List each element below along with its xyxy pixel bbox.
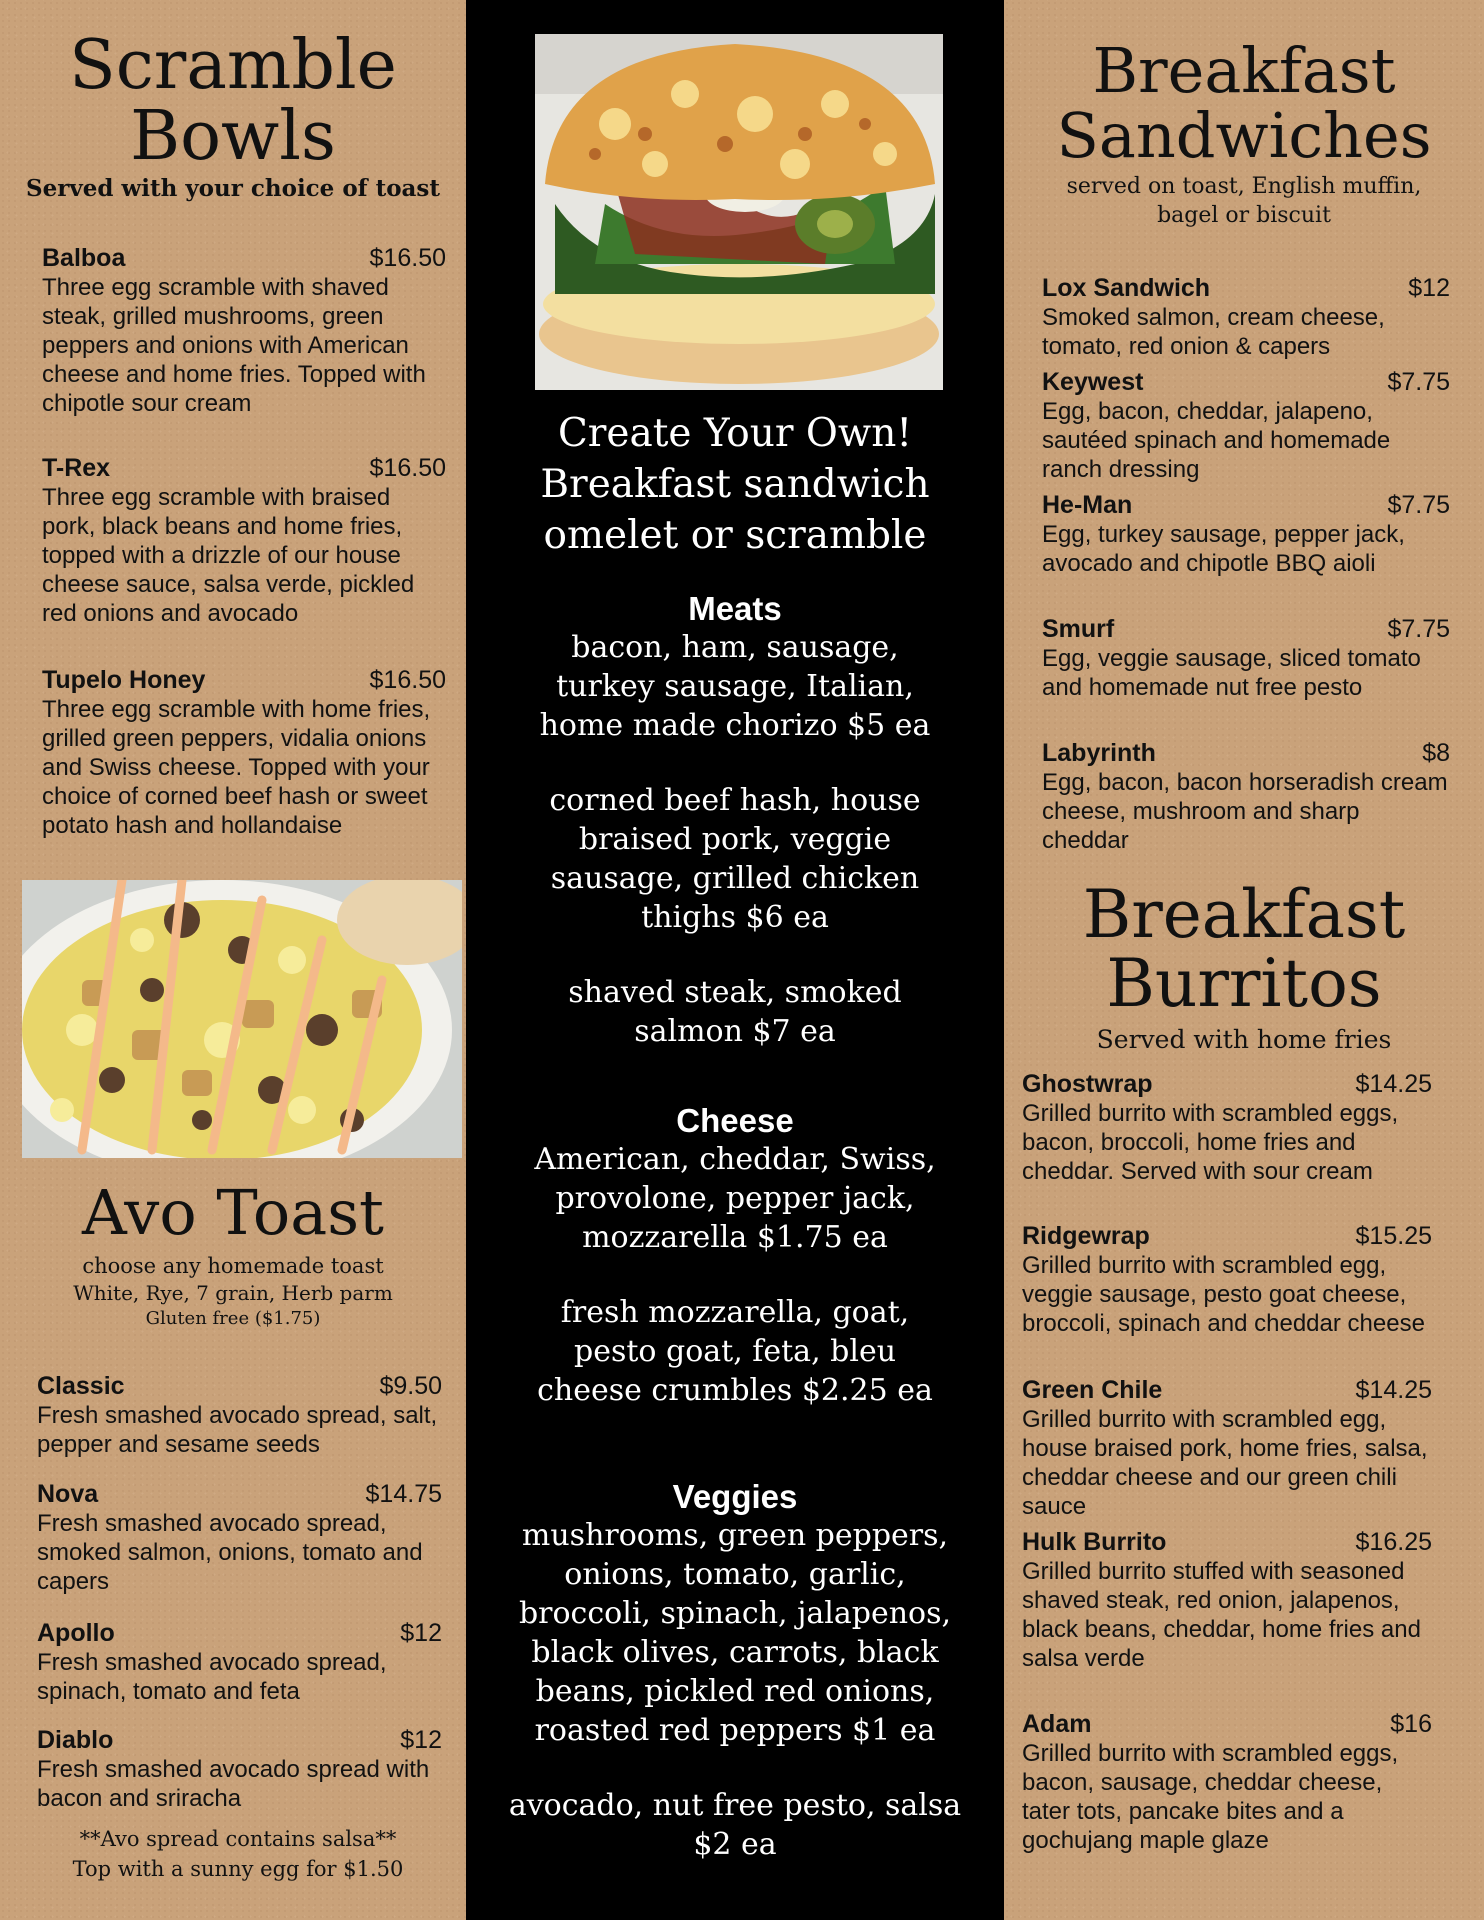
veggies-heading: Veggies xyxy=(672,1478,798,1515)
item-description: Fresh smashed avocado spread with bacon and sriracha xyxy=(37,1756,430,1812)
avo-notes xyxy=(0,1824,476,1884)
menu-item-tupelo-honey xyxy=(42,666,446,840)
avo-note-egg: Top with a sunny egg for $1.50 xyxy=(72,1857,404,1881)
scramble-title-line1: Scramble xyxy=(69,26,397,105)
menu-item-labyrinth xyxy=(1042,739,1450,855)
create-line-3: omelet or scramble xyxy=(543,513,927,558)
meats-section xyxy=(466,590,1004,1051)
item-name: Hulk Burrito xyxy=(1022,1528,1167,1556)
item-name: Green Chile xyxy=(1022,1376,1163,1404)
menu-item-green-chile xyxy=(1022,1376,1432,1528)
item-name: Ridgewrap xyxy=(1022,1222,1150,1250)
sandwiches-header xyxy=(1004,34,1484,230)
item-name: Ghostwrap xyxy=(1022,1070,1153,1098)
avo-sub-2: White, Rye, 7 grain, Herb parm xyxy=(73,1281,393,1306)
scramble-subtitle: Served with your choice of toast xyxy=(25,174,441,202)
item-description: Grilled burrito with scrambled eggs, bacon, broccoli, home fries and cheddar. Served with sour cream xyxy=(1022,1100,1399,1185)
item-description: Fresh smashed avocado spread, salt, pepper and sesame seeds xyxy=(37,1402,438,1458)
avo-toast-title: Avo Toast xyxy=(82,1176,384,1249)
item-name: Adam xyxy=(1022,1710,1092,1738)
avo-sub-1: choose any homemade toast xyxy=(82,1254,384,1279)
create-line-2: Breakfast sandwich xyxy=(540,462,930,507)
sandwiches-title-line2: Sandwiches xyxy=(1056,99,1432,173)
veggies-group-1: mushrooms, green peppers, onions, tomato, garlic, broccoli, spinach, jalapenos, black olives, carrots, black beans, pickled red onions, roasted red peppers $1 ea xyxy=(518,1518,952,1748)
meats-group-2: corned beef hash, house braised pork, veggie sausage, grilled chicken thighs $6 ea xyxy=(549,783,921,935)
item-description: Grilled burrito stuffed with seasoned shaved steak, red onion, jalapenos, black beans, cheddar, home fries and salsa verde xyxy=(1022,1558,1421,1672)
item-price: $12 xyxy=(400,1726,442,1754)
cheese-group-1: American, cheddar, Swiss, provolone, pepper jack, mozzarella $1.75 ea xyxy=(534,1142,936,1255)
menu-item-diablo xyxy=(37,1726,442,1813)
item-description: Egg, bacon, cheddar, jalapeno, sautéed spinach and homemade ranch dressing xyxy=(1042,398,1391,483)
menu-item-balboa xyxy=(42,244,446,454)
item-price: $14.25 xyxy=(1355,1376,1432,1404)
burrito-items xyxy=(1022,1070,1432,1855)
item-price: $16.50 xyxy=(369,244,446,272)
item-price: $14.75 xyxy=(365,1480,442,1508)
create-line-1: Create Your Own! xyxy=(557,411,913,456)
breakfast-sandwich-photo xyxy=(535,34,943,390)
menu-item-ghostwrap xyxy=(1022,1070,1432,1222)
avo-sub-3: Gluten free ($1.75) xyxy=(145,1308,321,1330)
item-price: $8 xyxy=(1422,739,1450,767)
item-price: $7.75 xyxy=(1387,615,1450,643)
meats-group-3: shaved steak, smoked salmon $7 ea xyxy=(568,975,902,1049)
burritos-title-line1: Breakfast xyxy=(1082,876,1406,953)
avo-toast-header xyxy=(0,1176,466,1332)
item-price: $12 xyxy=(400,1619,442,1647)
menu-item-ridgewrap xyxy=(1022,1222,1432,1376)
item-description: Grilled burrito with scrambled egg, house braised pork, home fries, salsa, cheddar cheese and our green chili sauce xyxy=(1022,1406,1428,1520)
menu-item-keywest xyxy=(1042,368,1450,491)
item-name: Balboa xyxy=(42,244,126,272)
cheese-section xyxy=(466,1102,1004,1410)
item-name: Keywest xyxy=(1042,368,1144,396)
cheese-heading: Cheese xyxy=(676,1102,794,1139)
menu-item-he-man xyxy=(1042,491,1450,615)
sandwich-items xyxy=(1042,274,1450,855)
item-price: $9.50 xyxy=(379,1372,442,1400)
item-description: Egg, turkey sausage, pepper jack, avocado and chipotle BBQ aioli xyxy=(1042,521,1405,577)
sandwiches-burritos-column xyxy=(1004,0,1484,1920)
scramble-bowls-header xyxy=(0,26,466,202)
item-price: $7.75 xyxy=(1387,368,1450,396)
item-name: Lox Sandwich xyxy=(1042,274,1211,302)
item-name: Labyrinth xyxy=(1042,739,1156,767)
item-price: $16.25 xyxy=(1355,1528,1432,1556)
meats-heading: Meats xyxy=(688,590,782,627)
item-price: $16 xyxy=(1390,1710,1432,1738)
item-name: Nova xyxy=(37,1480,99,1508)
item-price: $12 xyxy=(1408,274,1450,302)
avo-items xyxy=(37,1372,442,1813)
menu-item-adam xyxy=(1022,1710,1432,1855)
menu-item-apollo xyxy=(37,1619,442,1726)
item-description: Three egg scramble with shaved steak, grilled mushrooms, green peppers and onions with American cheese and home fries. Topped with chipotle sour cream xyxy=(42,274,426,417)
item-description: Grilled burrito with scrambled egg, veggie sausage, pesto goat cheese, broccoli, spinach and cheddar cheese xyxy=(1022,1252,1425,1337)
scramble-items xyxy=(42,244,446,840)
item-name: T-Rex xyxy=(42,454,111,482)
item-description: Three egg scramble with home fries, grilled green peppers, vidalia onions and Swiss cheese. Topped with your choice of corned beef hash or sweet potato hash and hollandaise xyxy=(42,696,431,839)
menu-item-lox-sandwich xyxy=(1042,274,1450,368)
burritos-header xyxy=(1004,876,1484,1057)
avo-note-salsa: **Avo spread contains salsa** xyxy=(79,1827,397,1851)
cheese-group-2: fresh mozzarella, goat, pesto goat, feta, bleu cheese crumbles $2.25 ea xyxy=(537,1295,933,1408)
item-name: Tupelo Honey xyxy=(42,666,206,694)
veggies-section xyxy=(466,1478,1004,1864)
item-name: He-Man xyxy=(1042,491,1133,519)
item-description: Three egg scramble with braised pork, black beans and home fries, topped with a drizzle of our house cheese sauce, salsa verde, pickled red onions and avocado xyxy=(42,484,415,627)
create-your-own-column xyxy=(466,0,1004,1920)
item-price: $15.25 xyxy=(1355,1222,1432,1250)
burritos-sub: Served with home fries xyxy=(1096,1024,1392,1054)
sandwiches-sub-1: served on toast, English muffin, xyxy=(1066,174,1422,200)
item-price: $16.50 xyxy=(369,454,446,482)
item-description: Smoked salmon, cream cheese, tomato, red onion & capers xyxy=(1042,304,1385,360)
item-description: Grilled burrito with scrambled eggs, bacon, sausage, cheddar cheese, tater tots, pancake bites and a gochujang maple glaze xyxy=(1022,1740,1399,1854)
menu-item-classic xyxy=(37,1372,442,1480)
scramble-avo-column xyxy=(0,0,466,1920)
scramble-title-line2: Bowls xyxy=(130,97,336,177)
item-description: Egg, veggie sausage, sliced tomato and homemade nut free pesto xyxy=(1042,645,1421,701)
meats-group-1: bacon, ham, sausage, turkey sausage, Italian, home made chorizo $5 ea xyxy=(539,630,931,743)
menu-item-nova xyxy=(37,1480,442,1619)
menu-item-hulk-burrito xyxy=(1022,1528,1432,1710)
burritos-title-line2: Burritos xyxy=(1106,945,1382,1023)
item-description: Fresh smashed avocado spread, spinach, tomato and feta xyxy=(37,1649,387,1705)
item-name: Diablo xyxy=(37,1726,114,1754)
create-your-own-header xyxy=(466,408,1004,561)
item-description: Fresh smashed avocado spread, smoked salmon, onions, tomato and capers xyxy=(37,1510,423,1595)
sandwiches-title-line1: Breakfast xyxy=(1092,34,1396,107)
item-price: $7.75 xyxy=(1387,491,1450,519)
item-description: Egg, bacon, bacon horseradish cream cheese, mushroom and sharp cheddar xyxy=(1042,769,1448,854)
item-price: $16.50 xyxy=(369,666,446,694)
item-name: Smurf xyxy=(1042,615,1115,643)
veggies-group-2: avocado, nut free pesto, salsa $2 ea xyxy=(508,1788,962,1862)
menu-item-smurf xyxy=(1042,615,1450,739)
item-price: $14.25 xyxy=(1355,1070,1432,1098)
item-name: Classic xyxy=(37,1372,125,1400)
menu-item-t-rex xyxy=(42,454,446,666)
sandwiches-sub-2: bagel or biscuit xyxy=(1157,203,1331,229)
scramble-bowl-photo xyxy=(22,880,462,1158)
item-name: Apollo xyxy=(37,1619,115,1647)
